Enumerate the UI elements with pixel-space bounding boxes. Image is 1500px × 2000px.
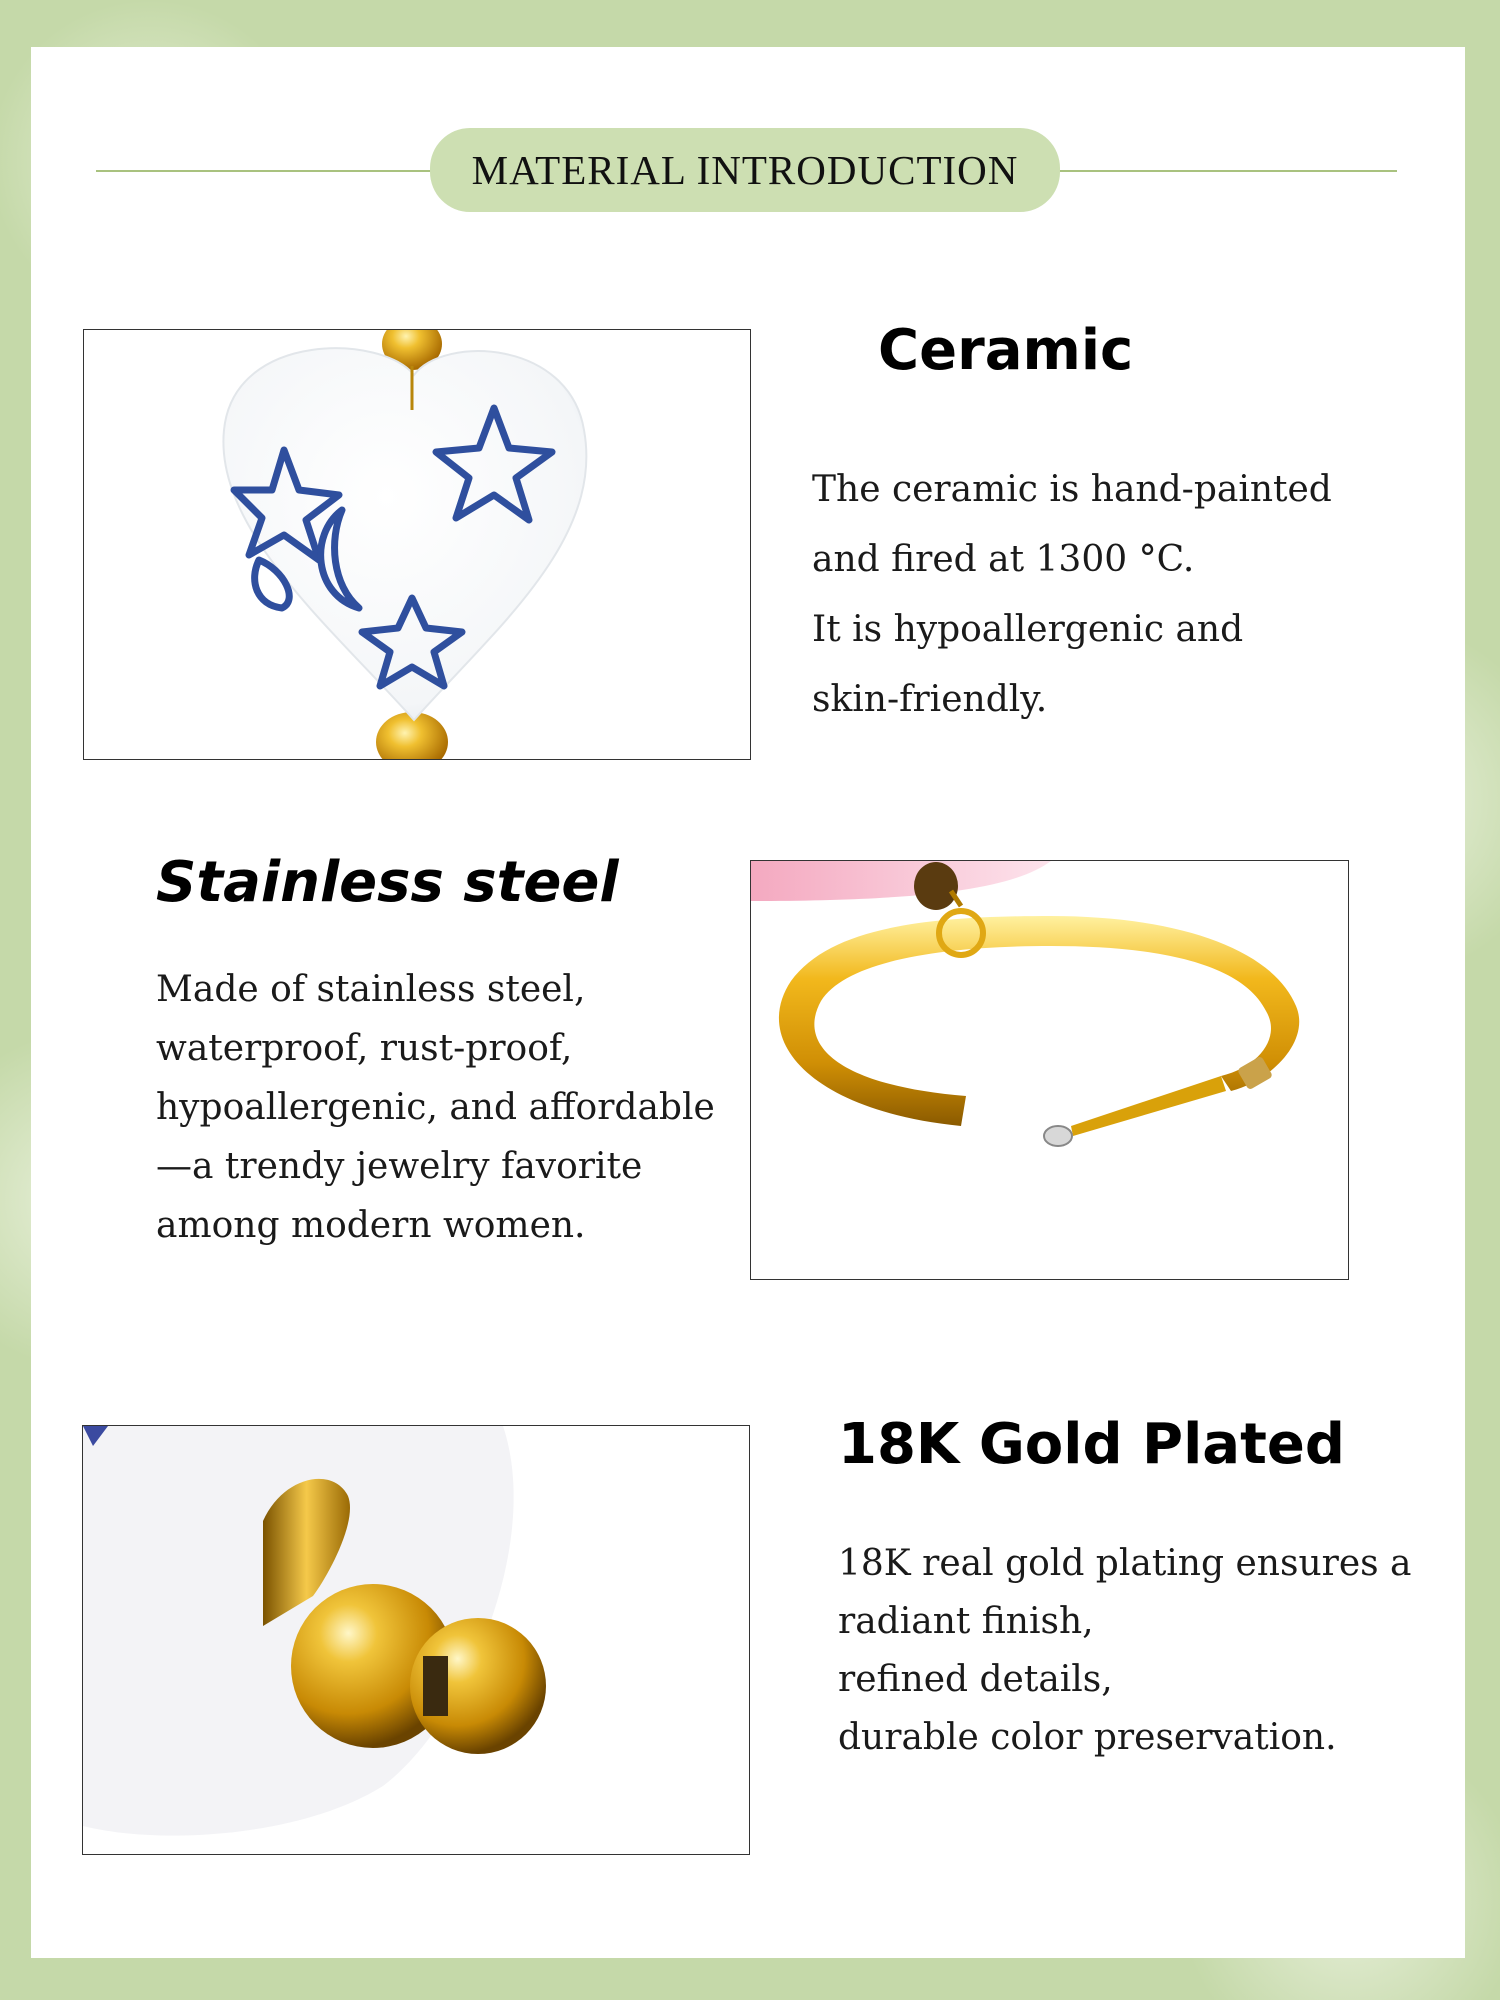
ceramic-line-2: and fired at 1300 °C.	[812, 539, 1195, 580]
ceramic-line-4: skin-friendly.	[812, 679, 1048, 720]
stainless-steel-description	[156, 960, 715, 1255]
gold-plated-heading: 18K Gold Plated	[838, 1412, 1345, 1477]
ceramic-heading: Ceramic	[878, 318, 1134, 383]
header-rule-right	[1055, 170, 1397, 172]
stainless-line-2: waterproof, rust-proof,	[156, 1028, 573, 1069]
stainless-steel-heading: Stainless steel	[156, 850, 619, 915]
header-rule-left	[96, 170, 436, 172]
stainless-line-5: among modern women.	[156, 1205, 586, 1246]
stainless-line-3: hypoallergenic, and affordable	[156, 1087, 715, 1128]
gold-line-3: refined details,	[838, 1659, 1113, 1700]
stainless-line-4: —a trendy jewelry favorite	[156, 1146, 643, 1187]
section-title-pill	[430, 128, 1060, 212]
section-title: MATERIAL INTRODUCTION	[471, 147, 1019, 193]
ceramic-line-3: It is hypoallergenic and	[812, 609, 1244, 650]
gold-line-2: radiant finish,	[838, 1601, 1094, 1642]
gold-plated-description	[838, 1535, 1412, 1767]
ceramic-heart-photo	[83, 329, 751, 760]
gold-bead-photo	[82, 1425, 750, 1855]
gold-hoop-photo	[750, 860, 1349, 1280]
ceramic-description	[812, 455, 1332, 735]
gold-line-1: 18K real gold plating ensures a	[838, 1543, 1412, 1584]
ceramic-line-1: The ceramic is hand-painted	[812, 469, 1332, 510]
stainless-line-1: Made of stainless steel,	[156, 969, 586, 1010]
gold-line-4: durable color preservation.	[838, 1717, 1337, 1758]
